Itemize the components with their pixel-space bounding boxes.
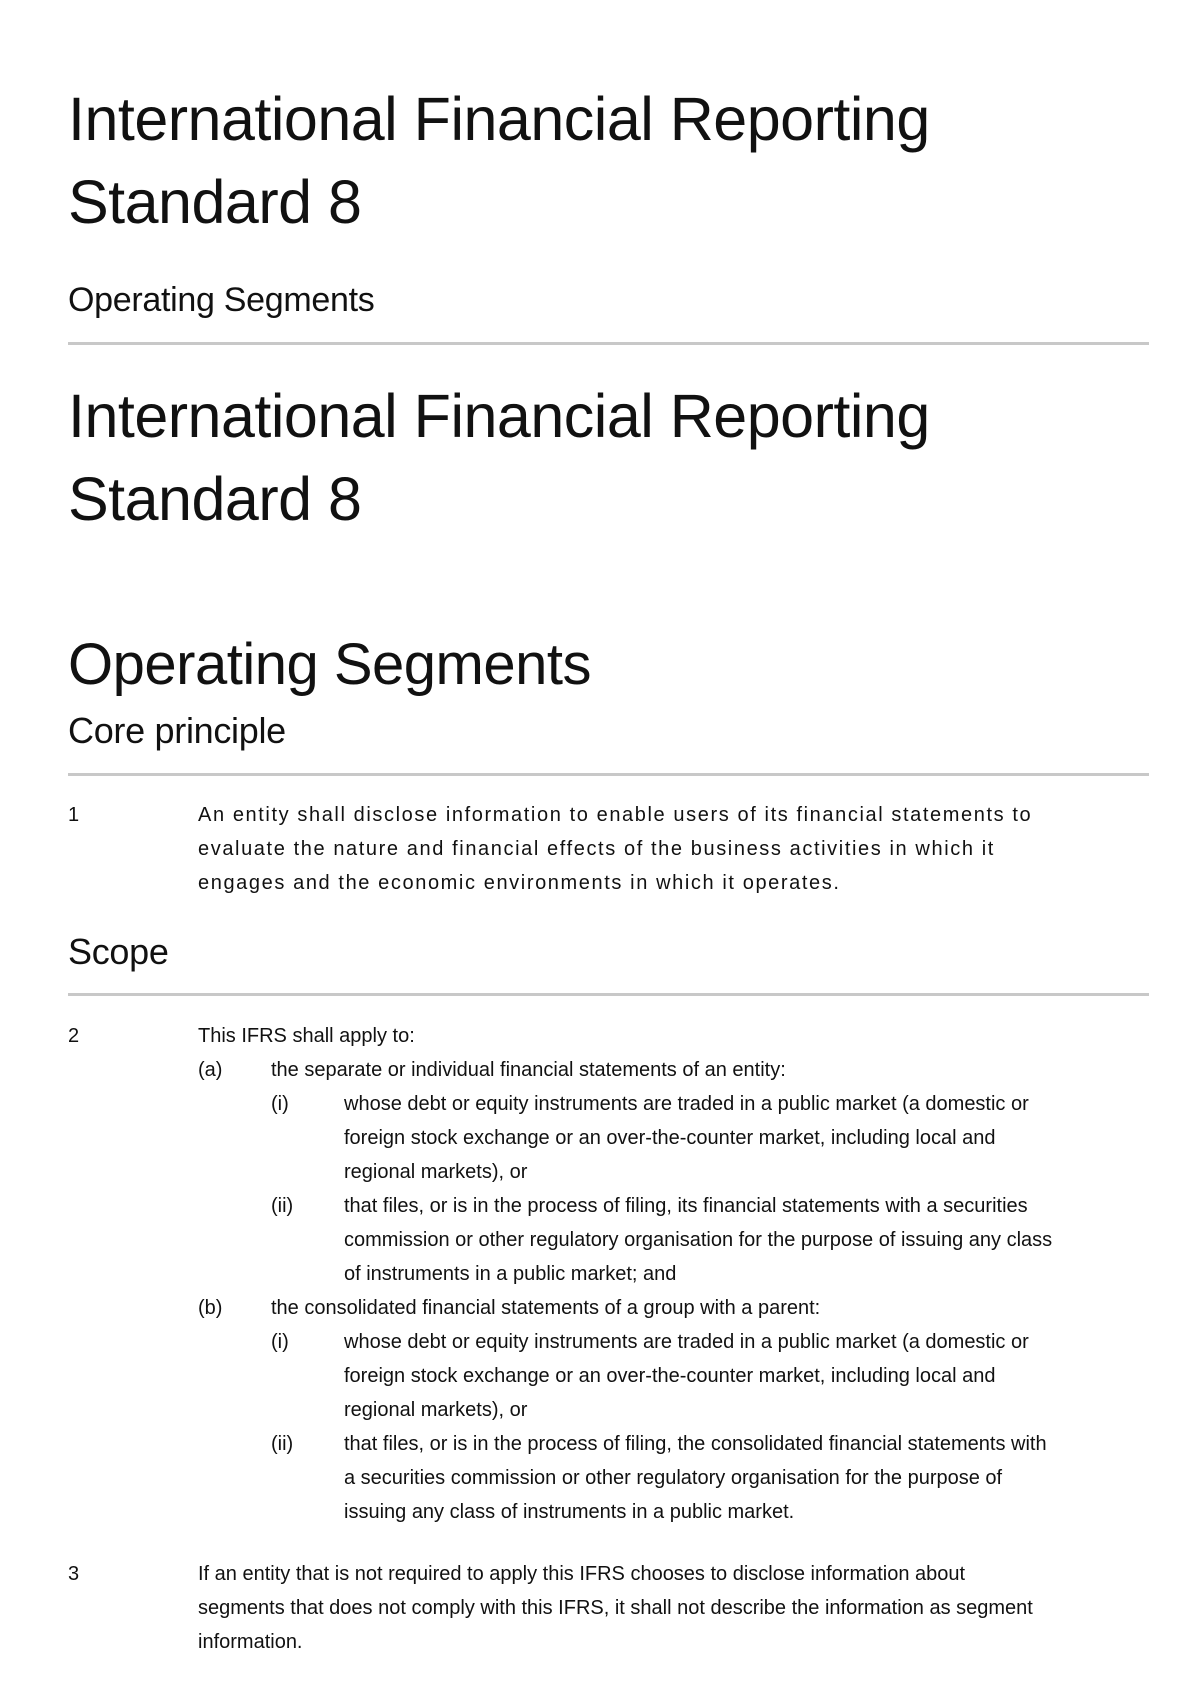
paragraph-body: [198, 1557, 1149, 1659]
list-label: (ii): [271, 1433, 294, 1455]
standard-title: [68, 375, 930, 541]
paragraph-line: If an entity that is not required to apply this IFRS chooses to disclose information about: [198, 1563, 966, 1585]
standard-title-line2: Standard 8: [68, 465, 362, 533]
list-line: that files, or is in the process of filing, its financial statements with a securities: [344, 1195, 1028, 1217]
document-title-line1: International Financial Reporting: [68, 85, 930, 153]
scope-divider: [68, 993, 1149, 996]
list-line: of instruments in a public market; and: [344, 1263, 677, 1285]
document-title-line2: Standard 8: [68, 168, 362, 236]
paragraph-number: 3: [68, 1563, 80, 1585]
list-line: that files, or is in the process of filing, the consolidated financial statements with: [344, 1433, 1047, 1455]
list-item-a: [198, 1053, 1149, 1087]
list-line: regional markets), or: [344, 1399, 528, 1421]
paragraph-line: An entity shall disclose information to enable users of its financial statements to: [198, 804, 1033, 826]
list-line: whose debt or equity instruments are traded in a public market (a domestic or: [344, 1093, 1029, 1115]
paragraph-line: segments that does not comply with this IFRS, it shall not describe the information as segment: [198, 1597, 1033, 1619]
paragraph-body: [198, 1019, 1149, 1529]
standard-title-line1: International Financial Reporting: [68, 382, 930, 450]
list-line: issuing any class of instruments in a public market.: [344, 1501, 795, 1523]
list-line: foreign stock exchange or an over-the-counter market, including local and: [344, 1127, 996, 1149]
document-title: [68, 78, 930, 244]
core-principle-heading: Core principle: [68, 710, 286, 751]
header-divider: [68, 342, 1149, 345]
list-item-b-i: [198, 1325, 1149, 1427]
list-item-a-i: [198, 1087, 1149, 1189]
list-line: regional markets), or: [344, 1161, 528, 1183]
core-principle-divider: [68, 773, 1149, 776]
list-text: the consolidated financial statements of a group with a parent:: [271, 1297, 821, 1319]
paragraph-line: engages and the economic environments in which it operates.: [198, 872, 841, 894]
list-item-a-ii: [198, 1189, 1149, 1291]
paragraph-body: [198, 798, 1149, 900]
scope-heading: Scope: [68, 931, 169, 972]
paragraph-number: 2: [68, 1025, 80, 1047]
list-label: (a): [198, 1059, 223, 1081]
list-label: (i): [271, 1331, 289, 1353]
list-line: commission or other regulatory organisation for the purpose of issuing any class: [344, 1229, 1053, 1251]
list-line: foreign stock exchange or an over-the-counter market, including local and: [344, 1365, 996, 1387]
list-label: (ii): [271, 1195, 294, 1217]
list-line: a securities commission or other regulatory organisation for the purpose of: [344, 1467, 1003, 1489]
list-item-b: [198, 1291, 1149, 1325]
section-title: Operating Segments: [68, 632, 591, 697]
paragraph-line: evaluate the nature and financial effects of the business activities in which it: [198, 838, 995, 860]
list-text: the separate or individual financial statements of an entity:: [271, 1059, 786, 1081]
document-subtitle: Operating Segments: [68, 281, 375, 319]
paragraph-number: 1: [68, 804, 80, 826]
list-line: whose debt or equity instruments are traded in a public market (a domestic or: [344, 1331, 1029, 1353]
paragraph-intro: This IFRS shall apply to:: [198, 1025, 415, 1047]
list-item-b-ii: [198, 1427, 1149, 1529]
paragraph-line: information.: [198, 1631, 303, 1653]
list-label: (b): [198, 1297, 223, 1319]
list-label: (i): [271, 1093, 289, 1115]
